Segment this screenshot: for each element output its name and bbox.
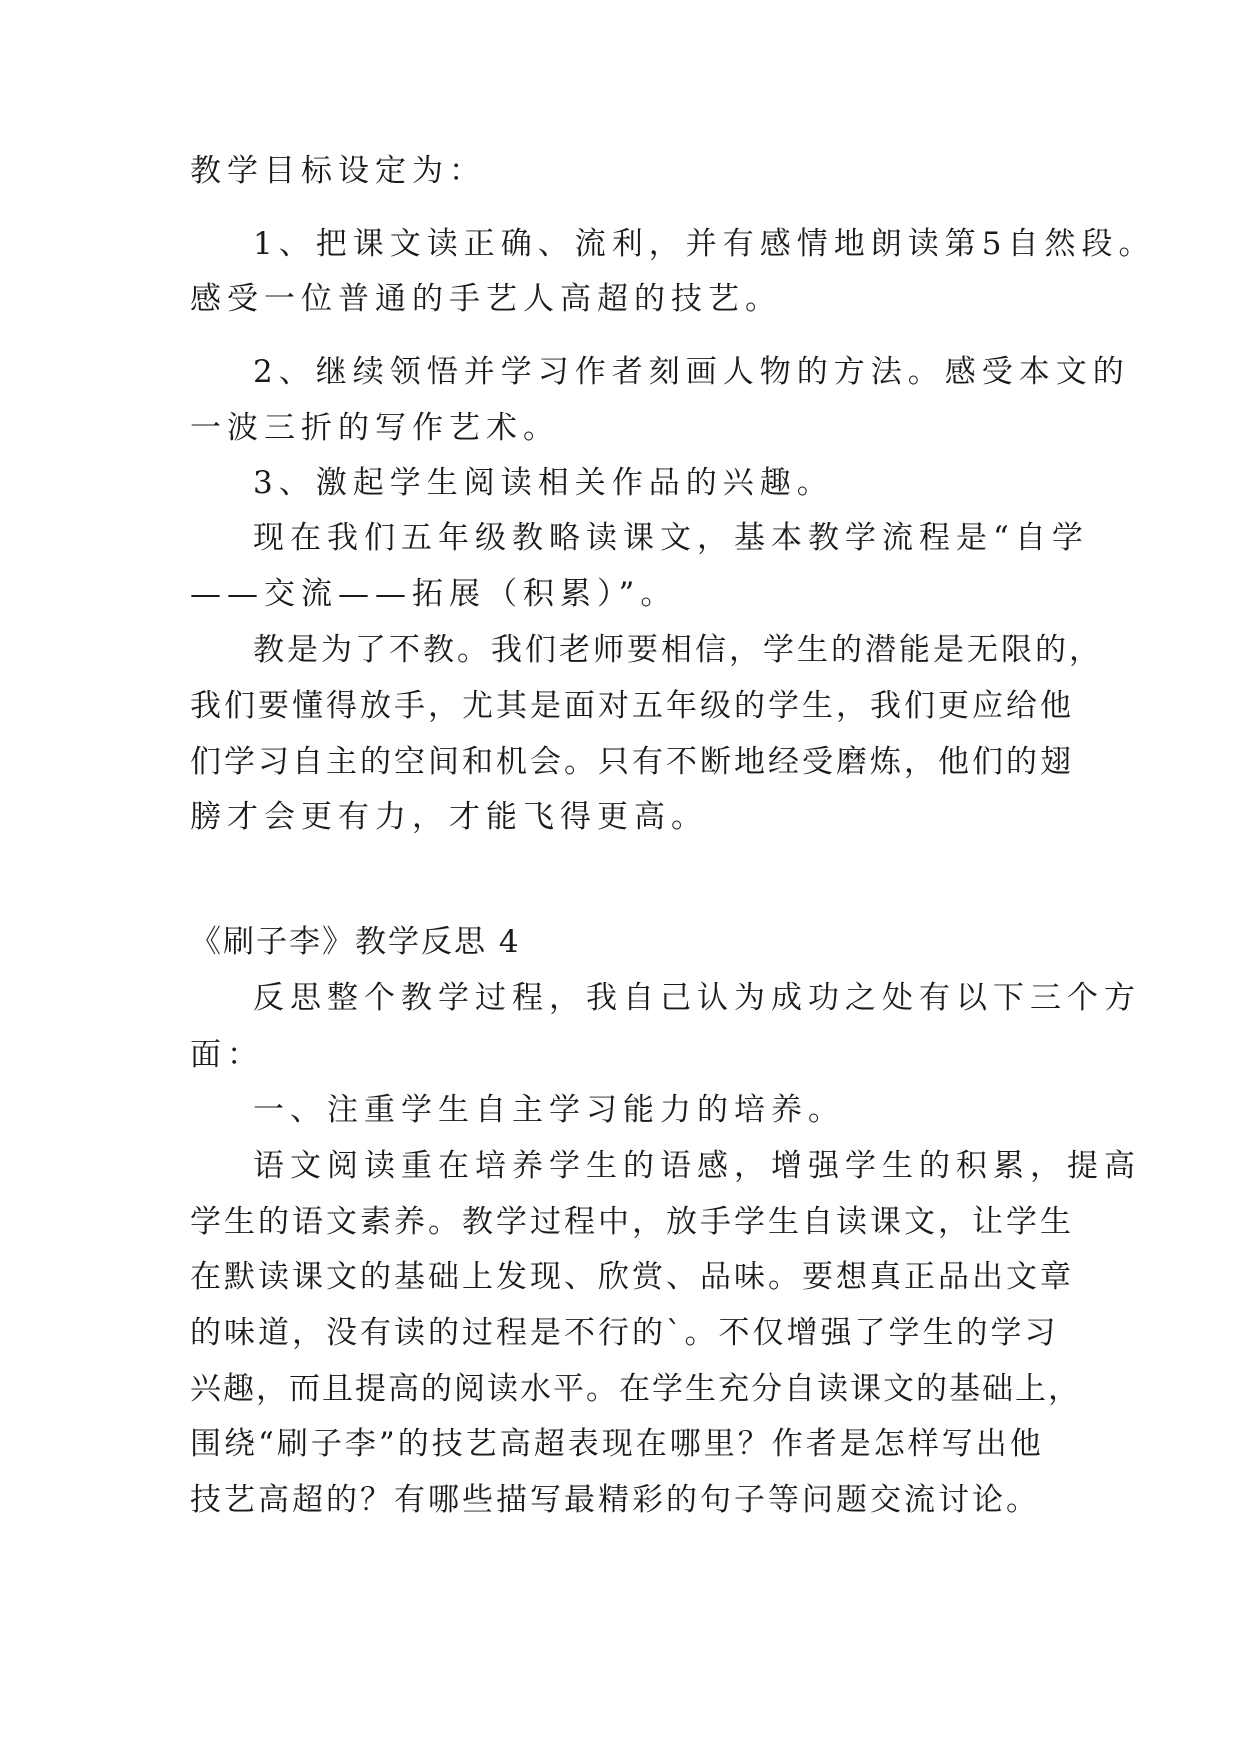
text-line: 兴趣，而且提高的阅读水平。在学生充分自读课文的基础上， [190, 1371, 1081, 1407]
text-line: 2、继续领悟并学习作者刻画人物的方法。感受本文的 [253, 354, 1130, 390]
text-line: 3、激起学生阅读相关作品的兴趣。 [253, 465, 834, 501]
text-line: 技艺高超的？有哪些描写最精彩的句子等问题交流讨论。 [190, 1482, 1040, 1518]
text-line: 教学目标设定为： [190, 153, 486, 189]
text-line: 1、把课文读正确、流利，并有感情地朗读第5自然段。 [253, 226, 1156, 262]
section-heading: 《刷子李》教学反思 4 [190, 924, 521, 960]
text-line: 的味道，没有读的过程是不行的`。不仅增强了学生的学习 [190, 1315, 1059, 1351]
text-line: 一、注重学生自主学习能力的培养。 [253, 1092, 845, 1128]
text-line: 面： [190, 1037, 264, 1073]
text-line: 们学习自主的空间和机会。只有不断地经受磨炼，他们的翅 [190, 744, 1074, 780]
text-line: 教是为了不教。我们老师要相信，学生的潜能是无限的， [253, 632, 1103, 668]
text-line: ——交流——拓展（积累）”。 [190, 576, 678, 612]
text-line: 围绕“刷子李”的技艺高超表现在哪里？作者是怎样写出他 [190, 1426, 1044, 1462]
text-line: 一波三折的写作艺术。 [190, 410, 560, 446]
text-line: 我们要懂得放手，尤其是面对五年级的学生，我们更应给他 [190, 688, 1074, 724]
text-line: 在默读课文的基础上发现、欣赏、品味。要想真正品出文章 [190, 1259, 1074, 1295]
text-line: 感受一位普通的手艺人高超的技艺。 [190, 281, 782, 317]
text-line: 现在我们五年级教略读课文，基本教学流程是“自学 [253, 520, 1089, 556]
text-line: 膀才会更有力，才能飞得更高。 [190, 799, 708, 835]
text-line: 语文阅读重在培养学生的语感，增强学生的积累，提高 [253, 1148, 1141, 1184]
text-line: 反思整个教学过程，我自己认为成功之处有以下三个方 [253, 980, 1141, 1016]
text-line: 学生的语文素养。教学过程中，放手学生自读课文，让学生 [190, 1204, 1074, 1240]
